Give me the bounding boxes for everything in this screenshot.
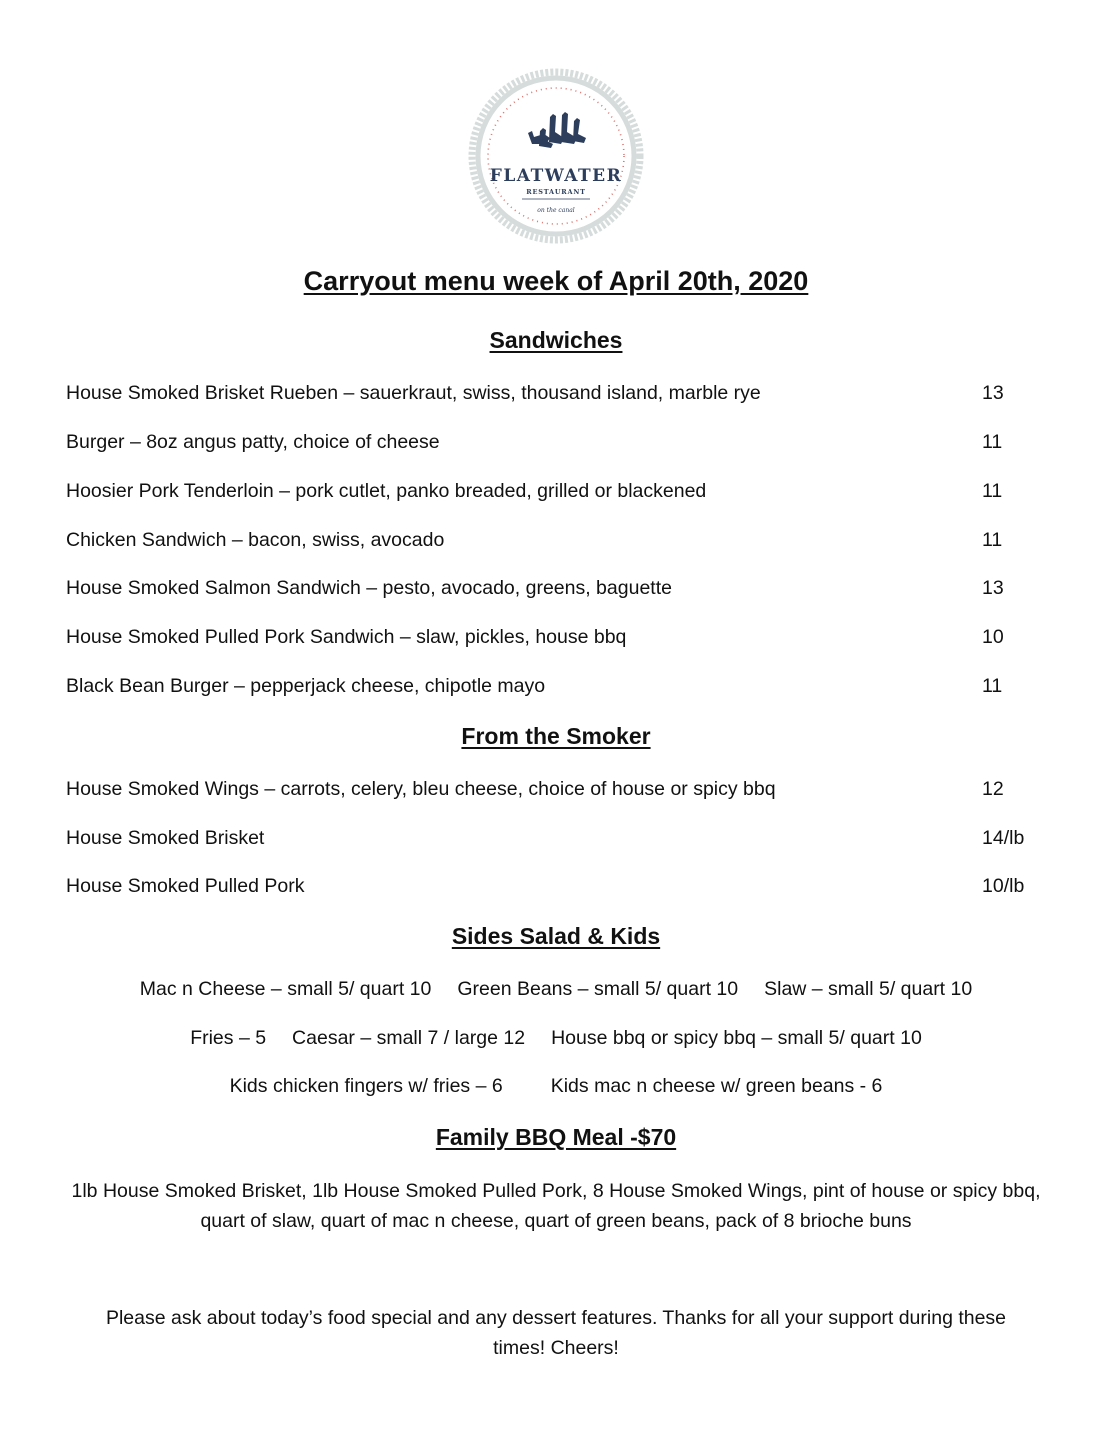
item-name: Black Bean Burger – pepperjack cheese, chipotle mayo [66,675,546,697]
section-heading-sandwiches: Sandwiches [489,327,623,353]
side-item: Mac n Cheese – small 5/ quart 10 [139,978,432,1000]
logo-tagline: on the canal [537,207,575,214]
menu-item [66,379,1046,407]
logo-subtitle: RESTAURANT [526,188,586,196]
kids-item: Kids chicken fingers w/ fries – 6 [229,1075,503,1097]
item-price: 13 [982,577,1004,599]
kids-item: Kids mac n cheese w/ green beans - 6 [550,1075,883,1097]
item-name: House Smoked Pulled Pork Sandwich – slaw, pickles, house bbq [66,626,627,648]
section-heading-sides: Sides Salad & Kids [451,923,661,949]
item-name: House Smoked Brisket Rueben – sauerkraut, swiss, thousand island, marble rye [66,382,761,404]
item-price: 11 [982,675,1003,697]
item-name: House Smoked Pulled Pork [66,875,305,897]
item-price: 10 [982,626,1004,648]
item-price: 14/lb [982,827,1025,849]
menu-item [66,623,1046,651]
section-heading-smoker: From the Smoker [461,723,651,749]
item-price: 11 [982,431,1003,453]
menu-item [66,428,1046,456]
menu-item [66,824,1046,852]
item-name: Hoosier Pork Tenderloin – pork cutlet, panko breaded, grilled or blackened [66,480,707,502]
item-name: House Smoked Salmon Sandwich – pesto, avocado, greens, baguette [66,577,672,599]
menu-item [66,526,1046,554]
item-price: 11 [982,529,1003,551]
menu-item [66,672,1046,700]
item-price: 10/lb [982,875,1025,897]
sides-line [0,1024,1112,1052]
family-line: quart of slaw, quart of mac n cheese, quart of green beans, pack of 8 brioche buns [200,1210,912,1232]
menu-item [66,574,1046,602]
restaurant-logo [464,67,648,245]
side-item: Fries – 5 [190,1027,267,1049]
sides-line [0,975,1112,1003]
side-item: House bbq or spicy bbq – small 5/ quart 10 [551,1027,922,1049]
item-name: House Smoked Brisket [66,827,265,849]
item-price: 13 [982,382,1004,404]
item-price: 12 [982,778,1004,800]
footer-line: times! Cheers! [493,1337,619,1359]
menu-item [66,477,1046,505]
menu-item [66,775,1046,803]
menu-title: Carryout menu week of April 20th, 2020 [303,266,809,296]
footer-line: Please ask about today’s food special and any dessert features. Thanks for all your support during these [105,1307,1007,1329]
item-name: Burger – 8oz angus patty, choice of cheese [66,431,440,453]
item-name: House Smoked Wings – carrots, celery, bleu cheese, choice of house or spicy bbq [66,778,776,800]
item-name: Chicken Sandwich – bacon, swiss, avocado [66,529,445,551]
menu-item [66,872,1046,900]
family-meal-description [40,1176,1072,1236]
side-item: Caesar – small 7 / large 12 [292,1027,526,1049]
kids-line [0,1072,1112,1100]
side-item: Slaw – small 5/ quart 10 [764,978,973,1000]
section-heading-family: Family BBQ Meal -$70 [435,1124,677,1150]
item-price: 11 [982,480,1003,502]
side-item: Green Beans – small 5/ quart 10 [457,978,739,1000]
family-line: 1lb House Smoked Brisket, 1lb House Smoked Pulled Pork, 8 House Smoked Wings, pint of house or spicy bbq, [71,1180,1041,1202]
logo-name: FLATWATER [489,166,623,186]
footer-note [40,1303,1072,1363]
